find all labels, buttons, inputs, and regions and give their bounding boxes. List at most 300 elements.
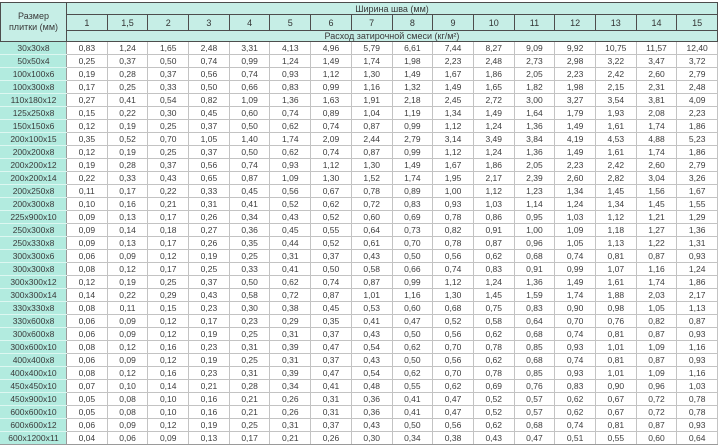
consumption-value-cell: 0,62 bbox=[392, 367, 433, 380]
consumption-value-cell: 2,60 bbox=[555, 172, 596, 185]
consumption-value-cell: 1,24 bbox=[473, 146, 514, 159]
consumption-value-cell: 0,57 bbox=[514, 406, 555, 419]
consumption-value-cell: 0,64 bbox=[677, 432, 718, 445]
table-row bbox=[1, 406, 718, 419]
consumption-value-cell: 0,89 bbox=[311, 107, 352, 120]
consumption-value-cell: 0,56 bbox=[189, 68, 230, 81]
consumption-value-cell: 0,21 bbox=[148, 198, 189, 211]
consumption-value-cell: 0,93 bbox=[555, 367, 596, 380]
consumption-value-cell: 1,52 bbox=[351, 172, 392, 185]
consumption-value-cell: 1,13 bbox=[677, 302, 718, 315]
table-row bbox=[1, 341, 718, 354]
consumption-value-cell: 2,39 bbox=[514, 172, 555, 185]
consumption-value-cell: 1,74 bbox=[636, 120, 677, 133]
consumption-value-cell: 1,24 bbox=[473, 276, 514, 289]
consumption-value-cell: 1,21 bbox=[636, 211, 677, 224]
consumption-value-cell: 2,17 bbox=[677, 289, 718, 302]
consumption-value-cell: 0,56 bbox=[189, 159, 230, 172]
consumption-value-cell: 3,04 bbox=[636, 172, 677, 185]
consumption-value-cell: 0,31 bbox=[311, 406, 352, 419]
consumption-value-cell: 0,55 bbox=[311, 224, 352, 237]
consumption-value-cell: 0,43 bbox=[351, 419, 392, 432]
consumption-value-cell: 0,34 bbox=[392, 432, 433, 445]
consumption-value-cell: 0,30 bbox=[148, 107, 189, 120]
consumption-value-cell: 0,28 bbox=[229, 380, 270, 393]
consumption-value-cell: 0,60 bbox=[392, 302, 433, 315]
row-label-tile-size: 300x300x12 bbox=[1, 276, 67, 289]
table-row bbox=[1, 224, 718, 237]
consumption-value-cell: 0,12 bbox=[148, 250, 189, 263]
consumption-value-cell: 1,93 bbox=[595, 107, 636, 120]
consumption-value-cell: 0,17 bbox=[229, 432, 270, 445]
consumption-value-cell: 1,16 bbox=[677, 367, 718, 380]
consumption-value-cell: 1,30 bbox=[351, 68, 392, 81]
consumption-value-cell: 0,38 bbox=[433, 432, 474, 445]
consumption-value-cell: 0,26 bbox=[270, 406, 311, 419]
consumption-value-cell: 0,25 bbox=[67, 55, 108, 68]
consumption-value-cell: 0,04 bbox=[67, 432, 108, 445]
consumption-value-cell: 1,30 bbox=[311, 172, 352, 185]
consumption-value-cell: 0,95 bbox=[514, 211, 555, 224]
consumption-value-cell: 0,37 bbox=[311, 419, 352, 432]
row-label-tile-size: 225x900x10 bbox=[1, 211, 67, 224]
consumption-value-cell: 0,76 bbox=[595, 315, 636, 328]
consumption-value-cell: 1,86 bbox=[677, 146, 718, 159]
consumption-value-cell: 1,34 bbox=[433, 107, 474, 120]
consumption-value-cell: 0,81 bbox=[595, 354, 636, 367]
consumption-value-cell: 0,45 bbox=[229, 185, 270, 198]
consumption-value-cell: 0,45 bbox=[311, 302, 352, 315]
consumption-value-cell: 1,86 bbox=[677, 120, 718, 133]
consumption-value-cell: 2,73 bbox=[514, 55, 555, 68]
consumption-value-cell: 0,62 bbox=[555, 393, 596, 406]
consumption-value-cell: 2,17 bbox=[473, 172, 514, 185]
top-header-seam-width: Ширина шва (мм) bbox=[67, 3, 718, 15]
consumption-value-cell: 1,12 bbox=[311, 159, 352, 172]
consumption-value-cell: 0,64 bbox=[514, 315, 555, 328]
consumption-value-cell: 0,11 bbox=[67, 185, 108, 198]
consumption-value-cell: 1,16 bbox=[351, 81, 392, 94]
consumption-value-cell: 2,03 bbox=[636, 289, 677, 302]
consumption-value-cell: 7,44 bbox=[433, 42, 474, 55]
consumption-value-cell: 0,61 bbox=[351, 237, 392, 250]
consumption-value-cell: 1,74 bbox=[555, 289, 596, 302]
consumption-value-cell: 1,49 bbox=[392, 159, 433, 172]
consumption-value-cell: 0,19 bbox=[107, 120, 148, 133]
consumption-value-cell: 0,74 bbox=[311, 146, 352, 159]
consumption-value-cell: 3,00 bbox=[514, 94, 555, 107]
consumption-value-cell: 2,15 bbox=[595, 81, 636, 94]
consumption-value-cell: 0,62 bbox=[270, 146, 311, 159]
column-header: 7 bbox=[351, 15, 392, 31]
column-header: 6 bbox=[311, 15, 352, 31]
consumption-value-cell: 0,99 bbox=[392, 276, 433, 289]
consumption-value-cell: 0,87 bbox=[636, 354, 677, 367]
consumption-value-cell: 1,01 bbox=[595, 367, 636, 380]
consumption-value-cell: 1,12 bbox=[473, 185, 514, 198]
consumption-value-cell: 0,91 bbox=[473, 224, 514, 237]
consumption-value-cell: 0,75 bbox=[473, 302, 514, 315]
consumption-value-cell: 0,17 bbox=[107, 185, 148, 198]
consumption-value-cell: 0,29 bbox=[270, 315, 311, 328]
consumption-value-cell: 0,72 bbox=[636, 406, 677, 419]
column-header: 2 bbox=[148, 15, 189, 31]
consumption-value-cell: 0,78 bbox=[473, 367, 514, 380]
consumption-value-cell: 1,65 bbox=[148, 42, 189, 55]
consumption-value-cell: 0,43 bbox=[351, 328, 392, 341]
consumption-value-cell: 0,45 bbox=[189, 107, 230, 120]
consumption-value-cell: 0,58 bbox=[229, 289, 270, 302]
row-label-tile-size: 110x180x12 bbox=[1, 94, 67, 107]
consumption-value-cell: 1,16 bbox=[677, 341, 718, 354]
consumption-value-cell: 0,21 bbox=[229, 393, 270, 406]
consumption-value-cell: 1,01 bbox=[595, 341, 636, 354]
grout-consumption-table bbox=[0, 2, 718, 445]
table-row bbox=[1, 380, 718, 393]
consumption-value-cell: 0,50 bbox=[392, 328, 433, 341]
consumption-value-cell: 0,66 bbox=[229, 81, 270, 94]
consumption-value-cell: 0,13 bbox=[107, 211, 148, 224]
consumption-value-cell: 0,27 bbox=[189, 224, 230, 237]
consumption-value-cell: 0,22 bbox=[148, 185, 189, 198]
consumption-value-cell: 0,50 bbox=[311, 263, 352, 276]
consumption-value-cell: 0,72 bbox=[270, 289, 311, 302]
consumption-value-cell: 1,61 bbox=[595, 146, 636, 159]
consumption-value-cell: 1,23 bbox=[514, 185, 555, 198]
row-label-tile-size: 300x600x8 bbox=[1, 328, 67, 341]
consumption-value-cell: 4,96 bbox=[311, 42, 352, 55]
consumption-value-cell: 1,24 bbox=[555, 198, 596, 211]
consumption-value-cell: 0,06 bbox=[107, 432, 148, 445]
consumption-value-cell: 4,13 bbox=[270, 42, 311, 55]
consumption-value-cell: 0,87 bbox=[636, 250, 677, 263]
consumption-value-cell: 0,56 bbox=[433, 419, 474, 432]
consumption-value-cell: 0,68 bbox=[433, 302, 474, 315]
consumption-value-cell: 0,50 bbox=[229, 276, 270, 289]
consumption-value-cell: 0,86 bbox=[473, 211, 514, 224]
consumption-value-cell: 0,39 bbox=[270, 367, 311, 380]
consumption-value-cell: 0,08 bbox=[67, 263, 108, 276]
consumption-value-cell: 0,66 bbox=[392, 263, 433, 276]
consumption-value-cell: 12,40 bbox=[677, 42, 718, 55]
consumption-value-cell: 0,93 bbox=[433, 198, 474, 211]
consumption-value-cell: 1,16 bbox=[636, 263, 677, 276]
consumption-value-cell: 0,65 bbox=[189, 172, 230, 185]
consumption-value-cell: 1,31 bbox=[677, 237, 718, 250]
consumption-value-cell: 0,67 bbox=[595, 406, 636, 419]
consumption-value-cell: 0,37 bbox=[189, 146, 230, 159]
consumption-value-cell: 2,44 bbox=[351, 133, 392, 146]
consumption-value-cell: 2,42 bbox=[595, 68, 636, 81]
table-row bbox=[1, 315, 718, 328]
consumption-value-cell: 0,70 bbox=[433, 367, 474, 380]
consumption-value-cell: 0,37 bbox=[148, 68, 189, 81]
consumption-value-cell: 0,52 bbox=[311, 237, 352, 250]
consumption-value-cell: 0,62 bbox=[433, 380, 474, 393]
consumption-value-cell: 0,69 bbox=[473, 380, 514, 393]
consumption-value-cell: 1,03 bbox=[677, 380, 718, 393]
consumption-value-cell: 1,61 bbox=[595, 276, 636, 289]
consumption-value-cell: 0,12 bbox=[67, 120, 108, 133]
consumption-value-cell: 0,09 bbox=[107, 328, 148, 341]
row-label-tile-size: 100x300x8 bbox=[1, 81, 67, 94]
consumption-value-cell: 0,22 bbox=[107, 107, 148, 120]
consumption-value-cell: 0,74 bbox=[311, 120, 352, 133]
consumption-value-cell: 0,62 bbox=[473, 354, 514, 367]
consumption-value-cell: 0,19 bbox=[67, 159, 108, 172]
consumption-value-cell: 0,41 bbox=[392, 393, 433, 406]
consumption-value-cell: 0,74 bbox=[555, 328, 596, 341]
consumption-value-cell: 2,23 bbox=[555, 68, 596, 81]
consumption-value-cell: 0,82 bbox=[189, 94, 230, 107]
consumption-value-cell: 0,52 bbox=[473, 393, 514, 406]
consumption-value-cell: 1,88 bbox=[595, 289, 636, 302]
consumption-value-cell: 2,82 bbox=[595, 172, 636, 185]
consumption-value-cell: 2,05 bbox=[514, 159, 555, 172]
consumption-value-cell: 2,31 bbox=[636, 81, 677, 94]
consumption-value-cell: 0,31 bbox=[270, 250, 311, 263]
consumption-value-cell: 0,50 bbox=[392, 419, 433, 432]
table-row bbox=[1, 302, 718, 315]
column-header: 12 bbox=[555, 15, 596, 31]
consumption-value-cell: 0,87 bbox=[636, 419, 677, 432]
consumption-value-cell: 1,79 bbox=[555, 107, 596, 120]
consumption-value-cell: 1,30 bbox=[433, 289, 474, 302]
consumption-value-cell: 0,25 bbox=[229, 354, 270, 367]
consumption-value-cell: 0,12 bbox=[107, 263, 148, 276]
consumption-value-cell: 0,54 bbox=[148, 94, 189, 107]
consumption-value-cell: 0,09 bbox=[107, 250, 148, 263]
consumption-value-cell: 0,83 bbox=[555, 380, 596, 393]
consumption-value-cell: 0,87 bbox=[677, 315, 718, 328]
row-label-tile-size: 150x150x6 bbox=[1, 120, 67, 133]
consumption-value-cell: 1,24 bbox=[677, 263, 718, 276]
consumption-value-cell: 1,03 bbox=[473, 198, 514, 211]
consumption-value-cell: 0,17 bbox=[189, 315, 230, 328]
consumption-value-cell: 1,07 bbox=[595, 263, 636, 276]
consumption-value-cell: 1,36 bbox=[270, 94, 311, 107]
consumption-value-cell: 1,45 bbox=[595, 185, 636, 198]
consumption-value-cell: 1,49 bbox=[555, 276, 596, 289]
consumption-value-cell: 1,29 bbox=[677, 211, 718, 224]
consumption-value-cell: 5,23 bbox=[677, 133, 718, 146]
consumption-value-cell: 3,72 bbox=[677, 55, 718, 68]
consumption-value-cell: 1,05 bbox=[189, 133, 230, 146]
consumption-value-cell: 0,13 bbox=[189, 432, 230, 445]
consumption-value-cell: 0,74 bbox=[433, 263, 474, 276]
consumption-value-cell: 0,87 bbox=[351, 120, 392, 133]
consumption-value-cell: 0,43 bbox=[473, 432, 514, 445]
consumption-value-cell: 0,31 bbox=[229, 341, 270, 354]
consumption-value-cell: 0,83 bbox=[392, 198, 433, 211]
row-label-tile-size: 600x600x12 bbox=[1, 419, 67, 432]
consumption-value-cell: 0,14 bbox=[107, 224, 148, 237]
consumption-value-cell: 0,09 bbox=[67, 224, 108, 237]
consumption-value-cell: 0,52 bbox=[107, 133, 148, 146]
column-header: 1,5 bbox=[107, 15, 148, 31]
consumption-value-cell: 0,68 bbox=[514, 328, 555, 341]
consumption-value-cell: 0,81 bbox=[595, 250, 636, 263]
consumption-value-cell: 1,55 bbox=[677, 198, 718, 211]
consumption-value-cell: 0,23 bbox=[189, 302, 230, 315]
consumption-value-cell: 0,19 bbox=[107, 146, 148, 159]
consumption-value-cell: 0,14 bbox=[148, 380, 189, 393]
table-row bbox=[1, 354, 718, 367]
consumption-value-cell: 1,45 bbox=[473, 289, 514, 302]
consumption-value-cell: 0,62 bbox=[473, 328, 514, 341]
row-label-tile-size: 330x330x8 bbox=[1, 302, 67, 315]
consumption-value-cell: 0,41 bbox=[392, 406, 433, 419]
consumption-value-cell: 1,03 bbox=[555, 211, 596, 224]
consumption-value-cell: 0,78 bbox=[351, 185, 392, 198]
consumption-value-cell: 1,36 bbox=[514, 146, 555, 159]
consumption-value-cell: 3,47 bbox=[636, 55, 677, 68]
consumption-value-cell: 0,56 bbox=[433, 354, 474, 367]
consumption-value-cell: 0,26 bbox=[311, 432, 352, 445]
sub-header-consumption: Расход затирочной смеси (кг/м²) bbox=[67, 31, 718, 42]
consumption-value-cell: 0,85 bbox=[514, 341, 555, 354]
consumption-value-cell: 0,87 bbox=[229, 172, 270, 185]
consumption-value-cell: 1,98 bbox=[392, 55, 433, 68]
consumption-value-cell: 0,98 bbox=[595, 302, 636, 315]
row-label-tile-size: 125x250x8 bbox=[1, 107, 67, 120]
consumption-value-cell: 0,36 bbox=[351, 393, 392, 406]
consumption-value-cell: 0,06 bbox=[67, 419, 108, 432]
consumption-value-cell: 0,70 bbox=[392, 237, 433, 250]
consumption-value-cell: 0,15 bbox=[148, 302, 189, 315]
consumption-value-cell: 0,87 bbox=[351, 146, 392, 159]
consumption-value-cell: 1,49 bbox=[392, 68, 433, 81]
row-label-tile-size: 330x600x8 bbox=[1, 315, 67, 328]
consumption-value-cell: 0,93 bbox=[270, 68, 311, 81]
consumption-value-cell: 1,36 bbox=[677, 224, 718, 237]
consumption-value-cell: 0,52 bbox=[473, 406, 514, 419]
consumption-value-cell: 1,49 bbox=[555, 120, 596, 133]
consumption-value-cell: 4,88 bbox=[636, 133, 677, 146]
row-label-tile-size: 300x300x6 bbox=[1, 250, 67, 263]
consumption-value-cell: 4,53 bbox=[595, 133, 636, 146]
consumption-value-cell: 0,10 bbox=[67, 198, 108, 211]
consumption-value-cell: 0,17 bbox=[148, 237, 189, 250]
consumption-value-cell: 1,45 bbox=[636, 198, 677, 211]
consumption-value-cell: 0,57 bbox=[514, 393, 555, 406]
consumption-value-cell: 1,04 bbox=[351, 107, 392, 120]
consumption-value-cell: 0,78 bbox=[473, 341, 514, 354]
consumption-value-cell: 0,41 bbox=[311, 380, 352, 393]
consumption-value-cell: 0,37 bbox=[311, 354, 352, 367]
consumption-value-cell: 0,17 bbox=[148, 211, 189, 224]
consumption-value-cell: 1,32 bbox=[392, 81, 433, 94]
table-row bbox=[1, 211, 718, 224]
consumption-value-cell: 1,49 bbox=[473, 107, 514, 120]
consumption-value-cell: 0,06 bbox=[67, 354, 108, 367]
table-row bbox=[1, 276, 718, 289]
consumption-value-cell: 0,67 bbox=[311, 185, 352, 198]
consumption-value-cell: 0,83 bbox=[473, 263, 514, 276]
consumption-value-cell: 0,87 bbox=[351, 276, 392, 289]
consumption-value-cell: 2,60 bbox=[636, 68, 677, 81]
consumption-value-cell: 1,65 bbox=[473, 81, 514, 94]
consumption-value-cell: 0,55 bbox=[392, 380, 433, 393]
consumption-value-cell: 0,89 bbox=[392, 185, 433, 198]
consumption-value-cell: 0,41 bbox=[229, 198, 270, 211]
consumption-value-cell: 0,38 bbox=[270, 302, 311, 315]
row-label-tile-size: 450x450x10 bbox=[1, 380, 67, 393]
consumption-value-cell: 0,93 bbox=[677, 354, 718, 367]
consumption-value-cell: 0,83 bbox=[270, 81, 311, 94]
consumption-value-cell: 0,05 bbox=[67, 406, 108, 419]
consumption-value-cell: 0,19 bbox=[189, 354, 230, 367]
consumption-value-cell: 0,25 bbox=[148, 120, 189, 133]
consumption-value-cell: 0,08 bbox=[67, 341, 108, 354]
consumption-value-cell: 0,25 bbox=[229, 250, 270, 263]
consumption-value-cell: 0,30 bbox=[351, 432, 392, 445]
consumption-value-cell: 0,50 bbox=[148, 55, 189, 68]
table-row bbox=[1, 55, 718, 68]
consumption-value-cell: 0,33 bbox=[189, 185, 230, 198]
consumption-value-cell: 3,31 bbox=[229, 42, 270, 55]
consumption-value-cell: 1,18 bbox=[595, 224, 636, 237]
consumption-value-cell: 0,53 bbox=[351, 302, 392, 315]
consumption-value-cell: 0,37 bbox=[148, 159, 189, 172]
consumption-value-cell: 0,47 bbox=[433, 393, 474, 406]
consumption-value-cell: 0,35 bbox=[229, 237, 270, 250]
consumption-value-cell: 0,31 bbox=[311, 393, 352, 406]
consumption-value-cell: 0,56 bbox=[433, 328, 474, 341]
consumption-value-cell: 0,12 bbox=[148, 419, 189, 432]
consumption-value-cell: 1,34 bbox=[595, 198, 636, 211]
column-header: 13 bbox=[595, 15, 636, 31]
consumption-value-cell: 0,74 bbox=[555, 250, 596, 263]
row-label-tile-size: 400x400x8 bbox=[1, 354, 67, 367]
table-row bbox=[1, 42, 718, 55]
consumption-value-cell: 0,90 bbox=[595, 380, 636, 393]
consumption-value-cell: 0,25 bbox=[229, 328, 270, 341]
consumption-value-cell: 0,74 bbox=[555, 419, 596, 432]
consumption-value-cell: 0,16 bbox=[107, 198, 148, 211]
consumption-value-cell: 1,22 bbox=[636, 237, 677, 250]
consumption-value-cell: 1,61 bbox=[595, 120, 636, 133]
consumption-value-cell: 3,22 bbox=[595, 55, 636, 68]
consumption-value-cell: 2,23 bbox=[555, 159, 596, 172]
table-row bbox=[1, 432, 718, 445]
consumption-value-cell: 0,31 bbox=[270, 328, 311, 341]
table-row bbox=[1, 172, 718, 185]
row-label-tile-size: 300x600x10 bbox=[1, 341, 67, 354]
consumption-value-cell: 0,50 bbox=[392, 250, 433, 263]
consumption-value-cell: 0,23 bbox=[229, 315, 270, 328]
table-row bbox=[1, 289, 718, 302]
consumption-value-cell: 1,09 bbox=[636, 341, 677, 354]
table-row bbox=[1, 328, 718, 341]
consumption-value-cell: 4,19 bbox=[555, 133, 596, 146]
consumption-value-cell: 0,93 bbox=[677, 419, 718, 432]
consumption-value-cell: 3,49 bbox=[473, 133, 514, 146]
consumption-value-cell: 0,44 bbox=[270, 237, 311, 250]
consumption-value-cell: 0,85 bbox=[514, 367, 555, 380]
consumption-value-cell: 0,23 bbox=[189, 341, 230, 354]
consumption-value-cell: 0,09 bbox=[107, 354, 148, 367]
consumption-value-cell: 1,86 bbox=[473, 159, 514, 172]
consumption-value-cell: 1,14 bbox=[514, 198, 555, 211]
consumption-value-cell: 1,74 bbox=[270, 133, 311, 146]
consumption-value-cell: 1,19 bbox=[392, 107, 433, 120]
table-row bbox=[1, 198, 718, 211]
consumption-value-cell: 1,00 bbox=[514, 224, 555, 237]
consumption-value-cell: 0,21 bbox=[189, 380, 230, 393]
consumption-value-cell: 0,62 bbox=[311, 198, 352, 211]
consumption-value-cell: 0,22 bbox=[107, 289, 148, 302]
